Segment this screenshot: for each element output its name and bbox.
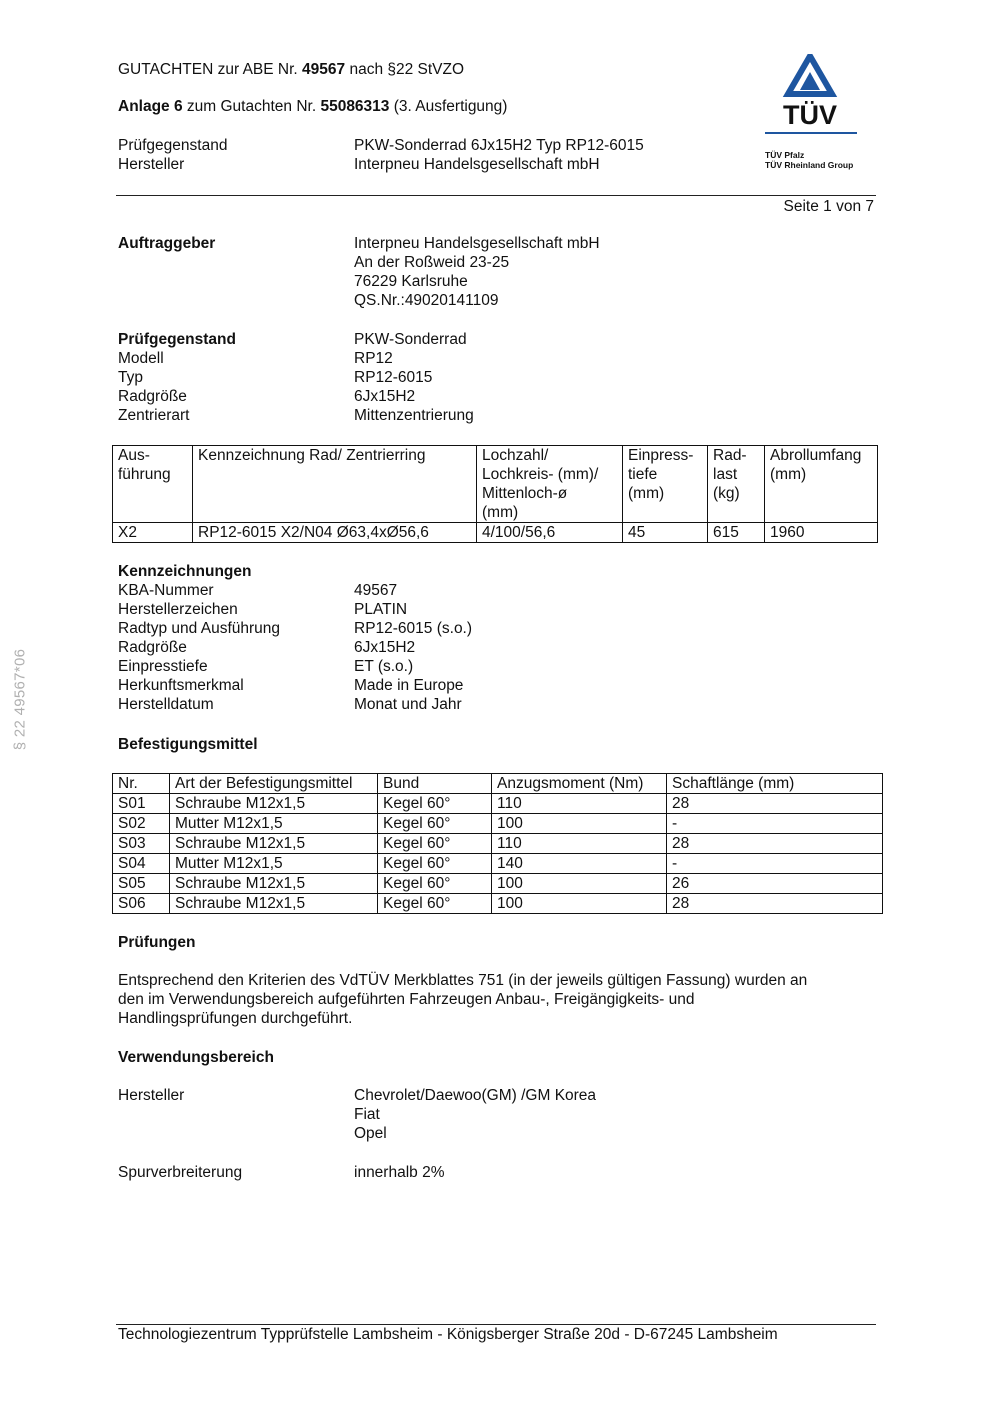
svg-text:TÜV: TÜV — [783, 100, 837, 130]
header-line-2: Anlage 6 zum Gutachten Nr. 55086313 (3. Ausfertigung) — [118, 98, 508, 115]
table-header: Kennzeichnung Rad/ Zentrierring — [193, 446, 477, 523]
table-cell: - — [667, 814, 883, 834]
befestigung-table — [112, 773, 883, 914]
hersteller-item: Chevrolet/Daewoo(GM) /GM Korea — [354, 1087, 597, 1104]
tuev-logo — [760, 54, 860, 174]
table-row — [113, 523, 878, 543]
table-cell: 110 — [492, 794, 667, 814]
table-cell: Schraube M12x1,5 — [170, 834, 378, 854]
rad-table — [112, 445, 878, 543]
table-header: Art der Befestigungsmittel — [170, 774, 378, 794]
tuev-triangle-icon — [760, 54, 860, 174]
hersteller-item: Fiat — [354, 1106, 380, 1123]
table-header: Nr. — [113, 774, 170, 794]
table-cell: S02 — [113, 814, 170, 834]
table-header: Lochzahl/ Lochkreis- (mm)/ Mittenloch-ø (mm) — [477, 446, 623, 523]
table-cell: Schraube M12x1,5 — [170, 794, 378, 814]
table-cell: Kegel 60° — [378, 874, 492, 894]
table-header: Einpress- tiefe (mm) — [623, 446, 708, 523]
table-cell: 615 — [708, 523, 765, 543]
page-number: Seite 1 von 7 — [783, 198, 874, 215]
table-row — [113, 874, 883, 894]
table-cell: RP12-6015 X2/N04 Ø63,4xØ56,6 — [193, 523, 477, 543]
table-cell: 4/100/56,6 — [477, 523, 623, 543]
table-header: Bund — [378, 774, 492, 794]
table-header: Abrollumfang (mm) — [765, 446, 878, 523]
header-line-1: GUTACHTEN zur ABE Nr. 49567 nach §22 StVZO — [118, 61, 465, 78]
pruefungen-title: Prüfungen — [118, 934, 196, 951]
table-row — [113, 854, 883, 874]
verwendung-title: Verwendungsbereich — [118, 1049, 274, 1066]
table-header-row — [113, 774, 883, 794]
table-cell: Mutter M12x1,5 — [170, 814, 378, 834]
table-cell: 45 — [623, 523, 708, 543]
kennzeichnungen-title: Kennzeichnungen — [118, 563, 252, 580]
table-row — [113, 814, 883, 834]
table-row — [113, 834, 883, 854]
table-cell: 100 — [492, 894, 667, 914]
table-cell: 1960 — [765, 523, 878, 543]
table-cell: Kegel 60° — [378, 854, 492, 874]
table-cell: S03 — [113, 834, 170, 854]
table-cell: S01 — [113, 794, 170, 814]
auftraggeber-line: Interpneu Handelsgesellschaft mbH — [354, 235, 600, 252]
table-cell: Schraube M12x1,5 — [170, 894, 378, 914]
table-cell: 28 — [667, 894, 883, 914]
table-cell: Schraube M12x1,5 — [170, 874, 378, 894]
auftraggeber-line: An der Roßweid 23-25 — [354, 254, 510, 271]
side-stamp: § 22 49567*06 — [11, 648, 29, 751]
auftraggeber-line: 76229 Karlsruhe — [354, 273, 468, 290]
pruefungen-text: Entsprechend den Kriterien des VdTÜV Merkblattes 751 (in der jeweils gültigen Fassung) wurden an den im Verwendungsbereich aufgeführten Fahrzeugen Anbau-, Freigängigkeits- und Handlingsprüfungen durchgeführt. — [118, 972, 808, 1027]
table-cell: Kegel 60° — [378, 894, 492, 914]
table-cell: S04 — [113, 854, 170, 874]
table-row — [113, 794, 883, 814]
table-cell: 100 — [492, 814, 667, 834]
befestigung-title: Befestigungsmittel — [118, 736, 258, 753]
svg-text:TÜV Rheinland Group: TÜV Rheinland Group — [765, 160, 854, 170]
table-header: Schaftlänge (mm) — [667, 774, 883, 794]
table-cell: S06 — [113, 894, 170, 914]
svg-text:TÜV Pfalz: TÜV Pfalz — [765, 150, 805, 160]
table-row — [113, 894, 883, 914]
table-cell: 28 — [667, 794, 883, 814]
table-cell: 100 — [492, 874, 667, 894]
table-cell: X2 — [113, 523, 193, 543]
footer-text: Technologiezentrum Typprüfstelle Lambsheim - Königsberger Straße 20d - D-67245 Lambsheim — [118, 1326, 778, 1343]
table-cell: Kegel 60° — [378, 814, 492, 834]
table-cell: Kegel 60° — [378, 794, 492, 814]
table-cell: Kegel 60° — [378, 834, 492, 854]
table-cell: 110 — [492, 834, 667, 854]
auftraggeber-line: QS.Nr.:49020141109 — [354, 292, 499, 309]
table-header-row — [113, 446, 878, 523]
header-divider — [116, 195, 876, 196]
table-header: Anzugsmoment (Nm) — [492, 774, 667, 794]
table-header: Aus- führung — [113, 446, 193, 523]
table-cell: 140 — [492, 854, 667, 874]
table-cell: - — [667, 854, 883, 874]
hersteller-item: Opel — [354, 1125, 387, 1142]
table-header: Rad- last (kg) — [708, 446, 765, 523]
table-cell: Mutter M12x1,5 — [170, 854, 378, 874]
table-cell: 28 — [667, 834, 883, 854]
table-cell: S05 — [113, 874, 170, 894]
table-cell: 26 — [667, 874, 883, 894]
